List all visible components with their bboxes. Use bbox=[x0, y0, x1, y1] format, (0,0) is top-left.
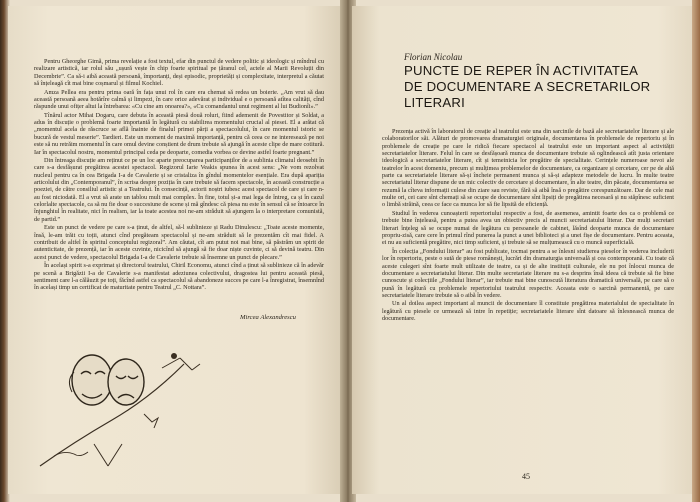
paragraph: Pentru Gheorghe Gimă, prima revelație a fost textul, efar din punctul de vedere politic și ideologic și mîndrul cu realizare artistică, iar rolul său „ușură vește în chip foarte spiritual pe țăranul cel, actele al Marii Revoluții din Decembrie”. Ca să-i aibă această persoană, împortanți, deși episodic, proprietăți și complexitate, interpretul a căutat să înțeleagă cît mai bine coșmarul și filmul Kochiel. bbox=[34, 58, 324, 88]
article-title bbox=[404, 63, 674, 111]
paragraph: În același spirit s-a exprimat și directorul teatrului, Chiril Economu, atunci cînd a ținut să sublinieze că în adevăr pe scenă a Brigăzii I-a de Cavalerie s-a manifestat adeziunea colectivului, dragostea lui pentru această piesă, sentiment care l-a călăuzit pe toți, făcînd astfel ca spectacolul să abandoneze succes pe care l-a înregistrat, însemnînd în același timp un certificat de maturitate pentru Teatrul „C. Nottara”. bbox=[34, 262, 324, 292]
paragraph: În colecția „Fondului literar” au fost publicate, tocmai pentru a se înlesni studierea pieselor în vederea includerii lor în repertoriu, peste o sută de piese românești, lucrări din dramaturgia universală și cea contemporană. Cu toate că aceste culegeri sînt foarte mult utilizate de teatre, ca și de alte instituții culturale, ele nu pot înlocui munca de documentare a secretariatului literar. Din multe secretariate literare nu s-a desprins însă ideea că trebuie să fie bine cunoscute și colecțiile „Fondului literar”, iar trebuie mai bine cunoscută literatura dramatică universală, pe care să o pună în legătură cu problemele repertoriului teatrului respectiv. Aceasta este o sarcină permanentă, pe care secretariatele literare trebuie să o aibă în vedere. bbox=[382, 247, 674, 299]
article-signature: Mircea Alexandrescu bbox=[240, 314, 296, 321]
left-page-body bbox=[34, 58, 324, 293]
left-page bbox=[8, 6, 344, 494]
paragraph: Prezența activă în laboratorul de creație al teatrului este una din sarcinile de bază ale secretariatelor literare și ale colaboratorilor săi. Alături de promovarea dramaturgiei originale, documentarea în problemele de repertoriu și în problemele de creație pe care le ridică fiecare spectacol al teatrului este un important aspect al activității secretariatelor literare. Felul în care se desfășoară munca de documentare trebuie să oglindească atît justa orientare ideologică a secretariatelor literare, cît și temeinicia lor pregătire de specialitate. Cerințele numeroase nevoi ale teatrelor în acest domeniu, precum și mulțimea problemelor de documentare, ca organizare și cercetare, cer pe de altă parte ca secretariatele literare să-și încheie permanent munca și să-și adapteze metodele de lucru. În multe teatre secretariatul literar dispune de un mic colectiv de cercetare și documentare, în alte teatre, din păcate, documentarea se rezumă la cîteva informații culese din ziare sau reviste, fără să aibă însă o pregătire corespunzătoare. Dar de cele mai multe ori, cei care sînt chemați să se ocupe de documentare sînt lipsiți de pregătirea necesară și nu stăpînesc suficient o limbă străină, ceea ce face ca munca lor să fie lipsită de eficiență. bbox=[382, 128, 674, 209]
page-number: 45 bbox=[522, 472, 530, 481]
title-line: PUNCTE DE REPER ÎN ACTIVITATEA bbox=[404, 63, 639, 78]
right-page bbox=[352, 6, 692, 494]
paragraph: Tînărul actor Mihai Dogaru, care debuta în această piesă două roluri, fiind ademenit de Povestitor și Soldat, a adus în discuție o problemă foarte importantă în legătură cu stabilirea momentului crucial al piesei. El a arătat că „momentul acela de răscruce se află înainte de finalul primei părți a spectacolului, în care momentul istoric se bucură de vestul meserie”. Tardieri. Este un moment de maximă importanță, pentru că ceea ce ne interesează pe noi este să nu retrăim momentul în care omul devine conștient de drum trebuie să ajungă în aceste clipe de mare cotitură. Iar în spectacolul nostru, momentul principal ceda pe deoparte, comedia vorbea ce devine astfel foarte pregnant.” bbox=[34, 111, 324, 156]
title-line: DE DOCUMENTARE A SECRETARILOR bbox=[404, 79, 651, 94]
book-edge bbox=[692, 0, 700, 502]
title-line: LITERARI bbox=[404, 95, 465, 110]
paragraph: Studiul în vederea cunoașterii repertoriului respectiv a fost, de asemenea, amintit foarte des ca o problemă ce trebuie bine înțeleasă, pentru a putea avea un obiectiv precis al muncii secretariatului literar. Dar mulți secretari literari înțeleg să se ocupe numai de legătura cu persoanele de cabinet, lăsînd deoparte munca de documentare propriu-zisă, care cere în primul rînd punerea la punct a unei biblioteci și a unei fișe de documentare. Pentru aceasta, ei nu au suficientă pregătire, nici timp suficient, și trebuie să se mulțumească cu o muncă superficială. bbox=[382, 209, 674, 247]
paragraph: Un al doilea aspect important al muncii de documentare îl constituie pregătirea materialului de specialitate în legătură cu piesele ce urmează să intre în repetiție; secretariatele literare sînt datoare să înlesnească munca de documentare. bbox=[382, 300, 674, 323]
paragraph: Din întreaga discuție am reținut ce pe un loc aparte preocuparea participanților de a sublinia climatul deosebit în care s-a desfășurat pregătirea acestei spectacol. Regizorul Iarie Veakis spunea în acest sens: „Ne vom rezolvat nucleul pentru ca în cea Brigada I-a de Cavalerie și se cristaliza în gîndul momentelor esențiale. Era după apariția articolului din „Contemporanul”, în scrisa despre poziția în care trebuie să facem spectacole, în această construcție a poeziei, de către consiliul artistic și a Teatrului. În consecință, actorii noștri iubesc acest spectacol de care și care n-au fost niciodată. El a vrut să arate un tablou mult mai complex. În fine, totul și-a mai lega de întreg, ca și în cazul celorlalte spectacole, ca să nu fie doar o succesiune de scene și mă gîndesc că piesa nu este în sensul că se întoarce în înjunghiul în realitate, nici în realism, iar la toate acestea noi ne-am străduit să ajungem la o interpretare comunistă, de partid.” bbox=[34, 157, 325, 223]
article-author: Florian Nicolau bbox=[404, 52, 463, 62]
paragraph: Amza Pellea era pentru prima oară în fața unui rol în care era chemat să redea un boierie. „Am vrut să dau această persoană aeea hotărîre calmă și limpezi, în care orice adevărat și individual e o persoană atîtea calități, cînd răspunde unui ofițer altui la întrebarea: «Cu cine am onoarea?», «Cu comandantul unui regiment al lui Budionîi».” bbox=[34, 88, 324, 111]
paragraph: Este un punct de vedere pe care s-a ținut, de altfel, să-l sublinieze și Radu Dinulescu: „Toate aceste momente, însă, le-am trăit cu toții, atunci cînd pregăteam spectacolul și ne-am străduit să le prezentăm cît mai fidel. A contribuit de altfel în spiritul conceptului regizoral”. Am căutat, cît am putut noi mai bine, să păstrăm un spirit de autenticitate, de prezență, iar în aceste cuvinte, nicicînd să ajungă să fie doar niște cuvinte, ci să devină teatru. Din acest punct de vedere, spectacolul Brigada I-a de Cavalerie trebuie să însemne un punct de plecare.” bbox=[34, 224, 324, 261]
theatre-masks-illustration bbox=[34, 324, 214, 474]
right-page-body bbox=[382, 128, 674, 324]
